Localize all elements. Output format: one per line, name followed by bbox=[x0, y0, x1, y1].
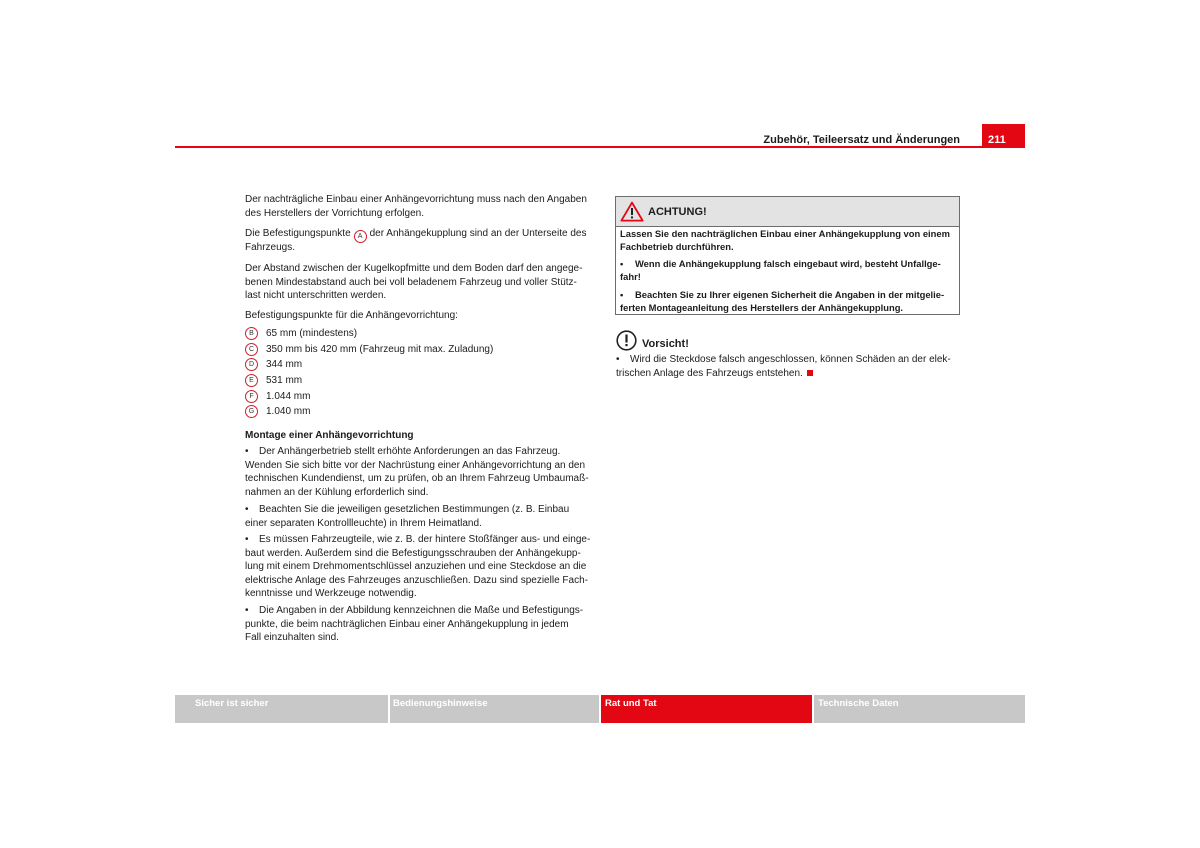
text-line bbox=[245, 445, 589, 459]
paragraph-intro bbox=[245, 193, 587, 220]
text-line: punkte, die beim nachträglichen Einbau einer Anhängekupplung in jedem bbox=[245, 618, 569, 630]
text-line bbox=[245, 503, 569, 517]
bullet: • bbox=[616, 354, 620, 365]
callout-marker: F bbox=[245, 390, 258, 403]
bullet: • bbox=[620, 258, 624, 269]
text-line: Lassen Sie den nachträglichen Einbau einer Anhängekupplung von einem bbox=[620, 228, 950, 239]
text-line: baut werden. Außerdem sind die Befestigungsschrauben der Anhängekupp- bbox=[245, 547, 581, 559]
text-line bbox=[616, 367, 951, 381]
bullet-item bbox=[245, 604, 583, 645]
text-line bbox=[245, 604, 583, 618]
text-line: ferten Montageanleitung des Herstellers der Anhängekupplung. bbox=[620, 302, 904, 313]
text-segment: trischen Anlage des Fahrzeugs entstehen. bbox=[616, 368, 803, 379]
text-segment: der Anhängekupplung sind an der Unterseite des bbox=[369, 228, 587, 239]
callout-marker: G bbox=[245, 405, 258, 418]
dimension-value: 1.044 mm bbox=[266, 390, 311, 402]
text-segment: Die Befestigungspunkte bbox=[245, 228, 351, 239]
text-segment: Beachten Sie zu Ihrer eigenen Sicherheit die Angaben in der mitgelie- bbox=[635, 289, 945, 300]
bullet-item bbox=[245, 503, 569, 530]
bullet: • bbox=[620, 289, 624, 300]
text-line: benen Mindestabstand auch bei voll beladenem Fahrzeug und voller Stütz- bbox=[245, 276, 577, 288]
callout-marker-a: A bbox=[354, 230, 367, 243]
paragraph-clearance bbox=[245, 262, 582, 303]
dimension-list bbox=[245, 326, 493, 420]
header-rule bbox=[175, 146, 1025, 148]
footer-tab-bedienungshinweise bbox=[390, 695, 599, 723]
text-line: technischen Kundendienst, um zu prüfen, ob an Ihrem Fahrzeug Umbaumaß- bbox=[245, 473, 589, 484]
dimension-item bbox=[245, 342, 493, 358]
text-line: einer separaten Kontrollleuchte) in Ihrem Heimatland. bbox=[245, 517, 482, 529]
text-line: des Herstellers der Vorrichtung erfolgen. bbox=[245, 207, 424, 219]
text-segment: Die Angaben in der Abbildung kennzeichnen die Maße und Befestigungs- bbox=[259, 605, 584, 616]
text-line bbox=[616, 353, 951, 367]
bullet: • bbox=[245, 534, 249, 545]
section-heading: Montage einer Anhängevorrichtung bbox=[245, 430, 414, 441]
bullet: • bbox=[245, 504, 249, 515]
bullet: • bbox=[245, 605, 249, 616]
footer-tab-label: Bedienungshinweise bbox=[393, 698, 488, 709]
text-line: lung mit einem Drehmomentschlüssel anzuziehen und eine Steckdose an die bbox=[245, 561, 587, 572]
caution-title: Vorsicht! bbox=[642, 338, 689, 350]
paragraph-mounting-points bbox=[245, 227, 586, 254]
text-line: Fahrzeugs. bbox=[245, 241, 296, 253]
callout-marker: E bbox=[245, 374, 258, 387]
dimension-item bbox=[245, 357, 493, 373]
text-segment: Beachten Sie die jeweiligen gesetzlichen Bestimmungen (z. B. Einbau bbox=[259, 504, 570, 515]
warning-bullet bbox=[620, 257, 941, 283]
footer-tab-label: Rat und Tat bbox=[605, 698, 657, 709]
footer-tab-technische-daten bbox=[814, 695, 1025, 723]
text-line: Fall einzuhalten sind. bbox=[245, 632, 339, 643]
text-line: elektrische Anlage des Fahrzeuges anzuschließen. Dazu sind spezielle Fach- bbox=[245, 574, 588, 586]
exclamation-circle-icon bbox=[616, 330, 637, 351]
text-line: Wenden Sie sich bitte vor der Nachrüstung einer Anhängevorrichtung an den bbox=[245, 459, 586, 471]
text-line bbox=[620, 257, 941, 270]
dimension-value: 350 mm bis 420 mm (Fahrzeug mit max. Zuladung) bbox=[266, 343, 494, 355]
dimension-value: 531 mm bbox=[266, 375, 303, 387]
text-segment: Es müssen Fahrzeugteile, wie z. B. der hintere Stoßfänger aus- und einge- bbox=[259, 534, 591, 545]
warning-box bbox=[615, 196, 960, 315]
warning-title: ACHTUNG! bbox=[648, 206, 707, 218]
text-segment: Wird die Steckdose falsch angeschlossen, können Schäden an der elek- bbox=[630, 354, 951, 365]
text-line bbox=[245, 533, 590, 547]
warning-header bbox=[616, 197, 959, 227]
footer-tab-rat-und-tat bbox=[601, 695, 812, 723]
bullet-item bbox=[245, 445, 589, 499]
text-line: nahmen an der Kühlung erforderlich sind. bbox=[245, 486, 429, 498]
callout-marker: B bbox=[245, 327, 258, 340]
section-end-icon bbox=[807, 370, 813, 376]
text-line: Der Abstand zwischen der Kugelkopfmitte und dem Boden darf den angege- bbox=[245, 263, 583, 274]
callout-marker: D bbox=[245, 358, 258, 371]
text-line bbox=[245, 227, 586, 241]
text-line: last nicht unterschritten werden. bbox=[245, 290, 387, 301]
text-line: Fachbetrieb durchführen. bbox=[620, 241, 734, 252]
warning-intro bbox=[620, 227, 950, 253]
text-line: kenntnisse und Werkzeuge notwendig. bbox=[245, 588, 417, 599]
text-line: Der nachträgliche Einbau einer Anhängevorrichtung muss nach den Angaben bbox=[245, 194, 587, 205]
text-segment: Wenn die Anhängekupplung falsch eingebaut wird, besteht Unfallge- bbox=[635, 258, 941, 269]
text-line: Befestigungspunkte für die Anhängevorrichtung: bbox=[245, 310, 458, 321]
bullet-item bbox=[245, 533, 590, 601]
page-number: 211 bbox=[982, 124, 1025, 148]
dimension-item bbox=[245, 373, 493, 389]
warning-bullet bbox=[620, 288, 944, 314]
dimension-value: 1.040 mm bbox=[266, 406, 311, 418]
dimension-value: 344 mm bbox=[266, 359, 303, 371]
caution-bullet bbox=[616, 353, 951, 381]
bullet: • bbox=[245, 446, 249, 457]
paragraph-list-intro bbox=[245, 309, 458, 323]
text-line bbox=[620, 288, 944, 301]
warning-triangle-icon bbox=[620, 201, 644, 222]
text-segment: Der Anhängerbetrieb stellt erhöhte Anforderungen an das Fahrzeug. bbox=[259, 446, 561, 457]
callout-marker: C bbox=[245, 343, 258, 356]
dimension-item bbox=[245, 404, 493, 420]
text-line: fahr! bbox=[620, 271, 641, 282]
dimension-item bbox=[245, 388, 493, 404]
footer-tab-sicher-ist-sicher bbox=[175, 695, 388, 723]
dimension-value: 65 mm (mindestens) bbox=[266, 328, 358, 340]
footer-tab-label: Sicher ist sicher bbox=[195, 698, 269, 709]
page-header-title: Zubehör, Teileersatz und Änderungen bbox=[763, 134, 960, 146]
footer-tab-label: Technische Daten bbox=[818, 698, 899, 709]
dimension-item bbox=[245, 326, 493, 342]
